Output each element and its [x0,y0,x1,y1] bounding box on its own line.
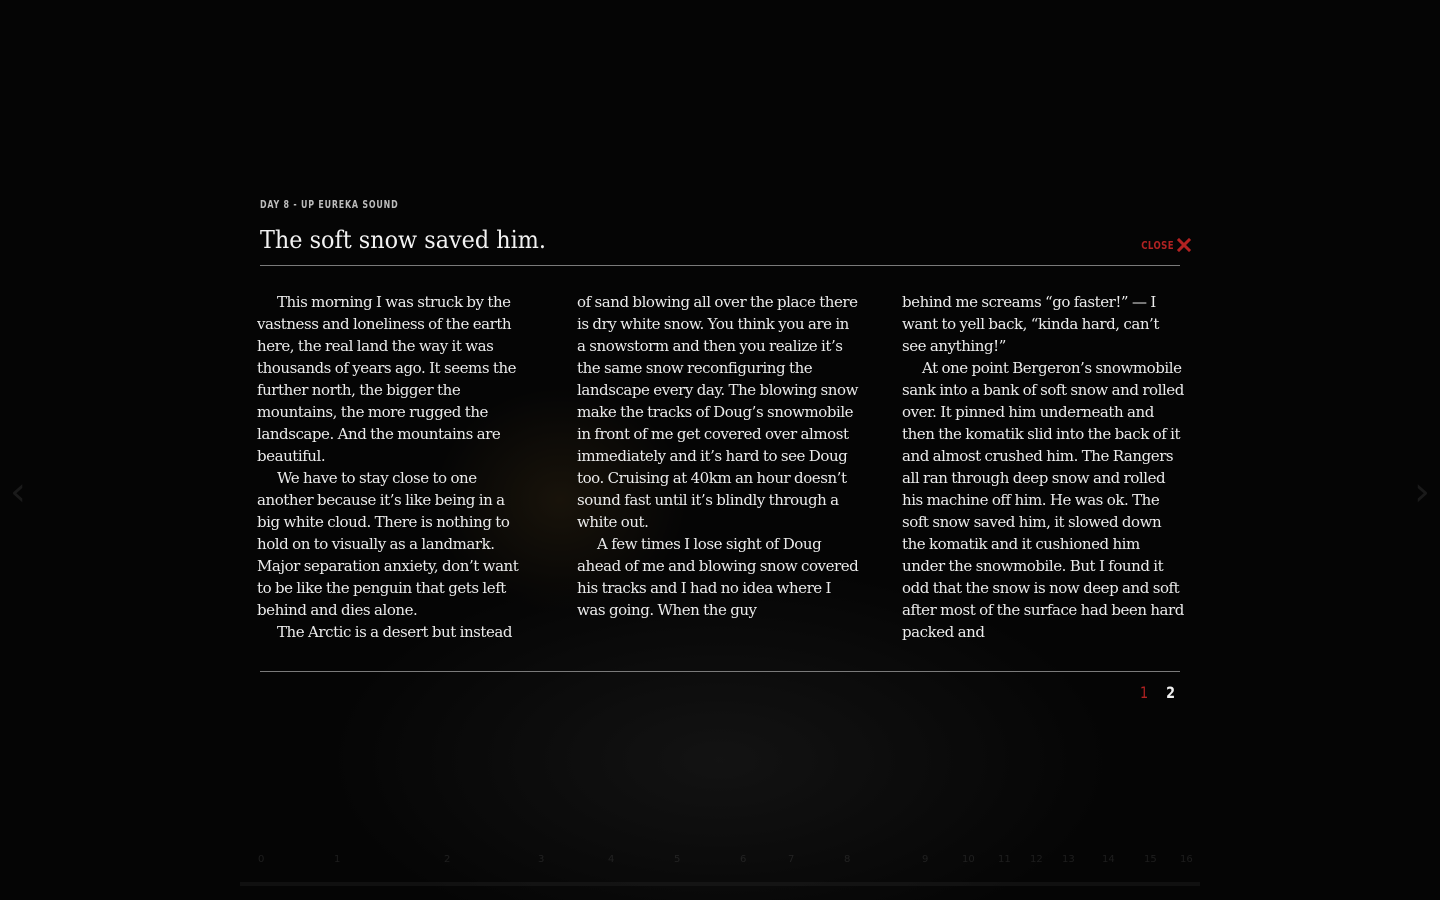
story-panel [257,196,1184,716]
timeline-tick[interactable]: 0 [258,854,265,865]
text-column-2 [577,291,859,643]
day-timeline [240,850,1200,890]
timeline-tick[interactable]: 13 [1062,854,1075,865]
text-column-1 [257,291,529,643]
timeline-tick[interactable]: 12 [1030,854,1043,865]
timeline-tick[interactable]: 2 [444,854,451,865]
timeline-track [240,882,1200,886]
footer-divider [260,671,1180,672]
story-kicker: DAY 8 - UP EUREKA SOUND [260,198,399,211]
pagination [1139,683,1176,702]
timeline-tick[interactable]: 5 [674,854,681,865]
chevron-right-icon[interactable]: › [1414,469,1430,515]
paragraph: We have to stay close to one another because it’s like being in a big white cloud. There is nothing to hold on to visually as a landmark. Major separation anxiety, don’t want to be like the penguin that gets left behind and dies alone. [257,469,519,619]
timeline-tick[interactable]: 1 [334,854,341,865]
page-2-link[interactable]: 2 [1166,683,1176,702]
close-icon [1177,238,1191,252]
close-label: CLOSE [1141,238,1174,252]
paragraph: A few times I lose sight of Doug ahead of me and blowing snow covered his tracks and I had no idea where I was going. When the guy [577,535,859,619]
paragraph: At one point Bergeron’s snowmobile sank into a bank of soft snow and rolled over. It pinned him underneath and then the komatik slid into the back of it and almost crushed him. The Rangers all ran through deep snow and rolled his machine off him. He was ok. The soft snow saved him, it slowed down the komatik and it cushioned him under the snowmobile. But I found it odd that the snow is now deep and soft after most of the surface had been hard packed and [902,359,1184,641]
text-column-3 [902,291,1184,643]
timeline-tick[interactable]: 7 [788,854,795,865]
timeline-tick[interactable]: 4 [608,854,615,865]
timeline-tick[interactable]: 10 [962,854,975,865]
timeline-tick[interactable]: 15 [1144,854,1157,865]
paragraph: behind me screams “go faster!” — I want to yell back, “kinda hard, can’t see anything!” [902,293,1159,355]
timeline-tick[interactable]: 16 [1180,854,1193,865]
timeline-tick[interactable]: 11 [998,854,1011,865]
close-button[interactable] [1132,238,1191,252]
timeline-tick[interactable]: 9 [922,854,929,865]
paragraph: of sand blowing all over the place there is dry white snow. You think you are in a snowstorm and then you realize it’s the same snow reconfiguring the landscape every day. The blowing snow make the tracks of Doug’s snowmobile in front of me get covered over almost immediately and it’s hard to see Doug too. Cruising at 40km an hour doesn’t sound fast until it’s blindly through a white out. [577,293,858,531]
story-title: The soft snow saved him. [260,226,546,254]
page-1-link[interactable]: 1 [1140,683,1149,702]
paragraph: This morning I was struck by the vastness and loneliness of the earth here, the real land the way it was thousands of years ago. It seems the further north, the bigger the mountains, the more rugged the landscape. And the mountains are beautiful. [257,293,517,465]
paragraph: The Arctic is a desert but instead [277,623,513,641]
chevron-left-icon[interactable]: ‹ [10,469,26,515]
timeline-tick[interactable]: 6 [740,854,747,865]
timeline-tick[interactable]: 8 [844,854,851,865]
header-divider [260,265,1180,266]
timeline-tick[interactable]: 3 [538,854,545,865]
timeline-tick[interactable]: 14 [1102,854,1115,865]
